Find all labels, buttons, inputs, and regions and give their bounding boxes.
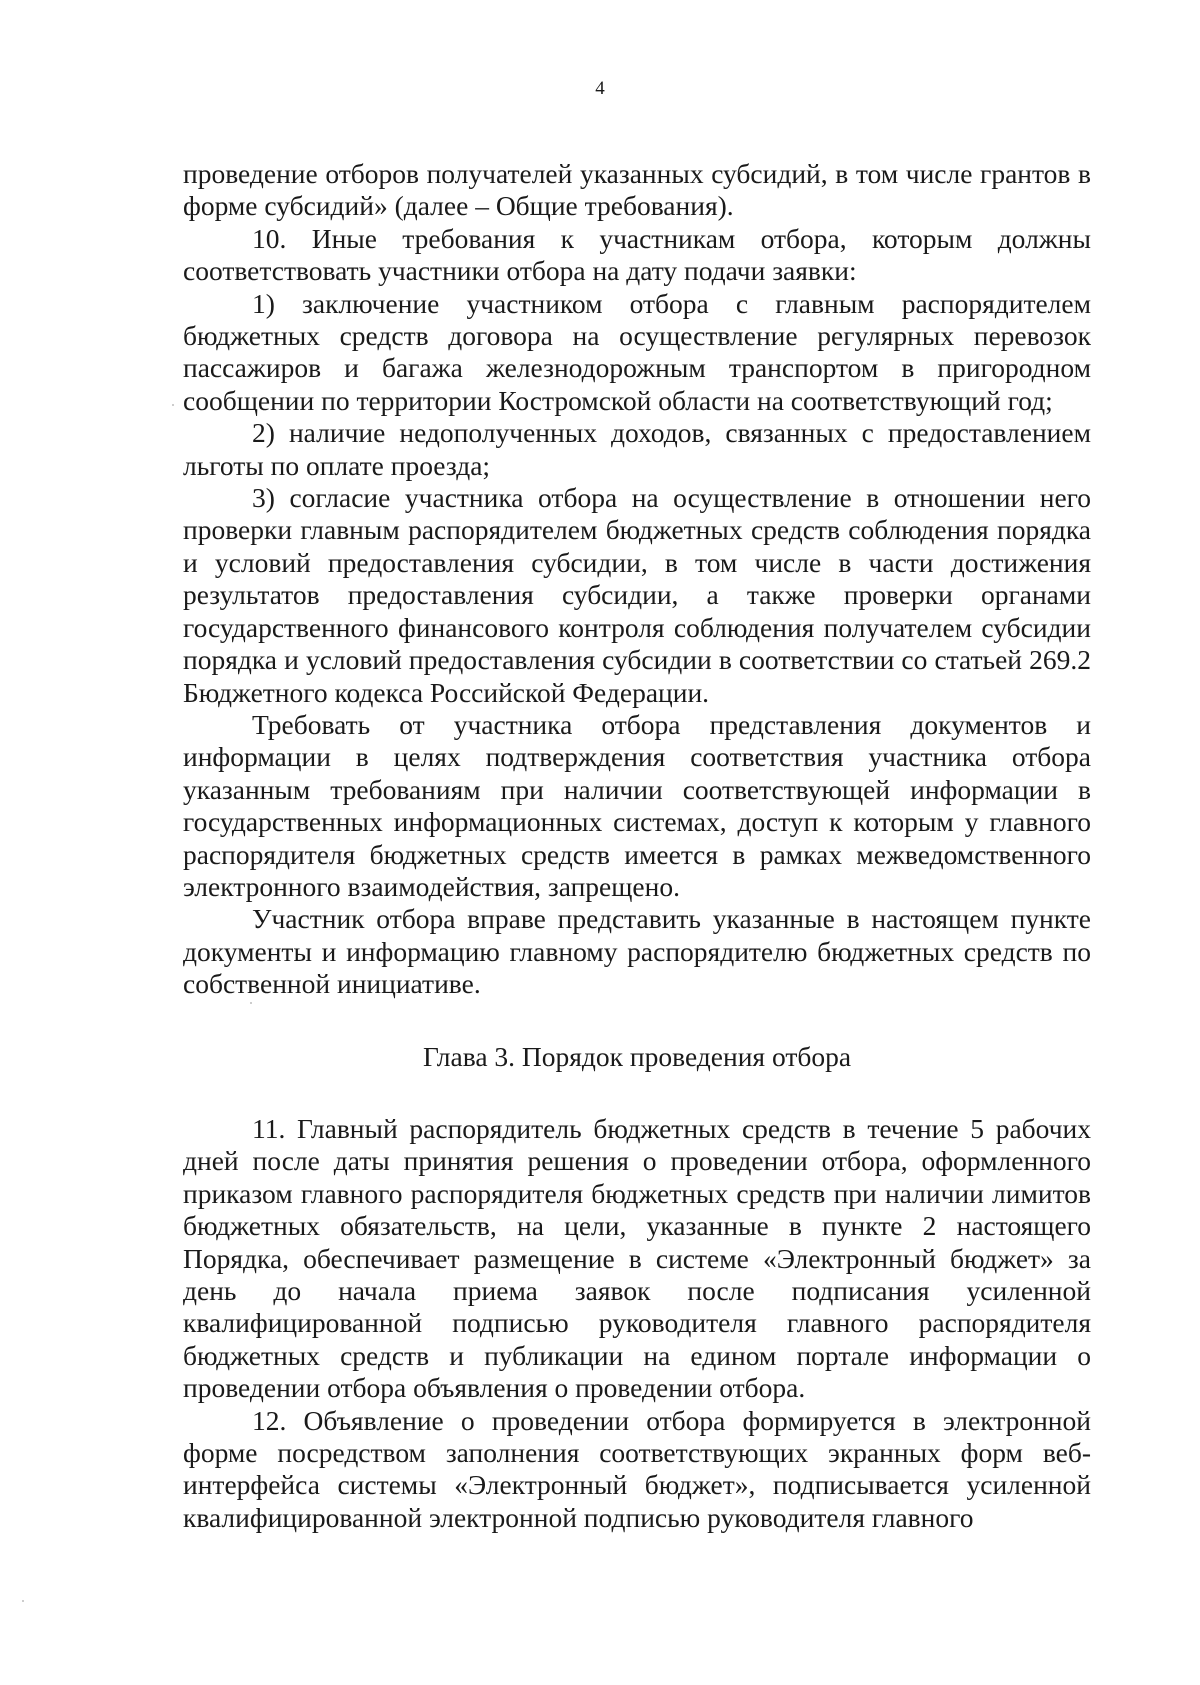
page-number: 4 — [595, 78, 605, 99]
paragraph-item-10: 10. Иные требования к участникам отбора, которым должны соответствовать участники отбора на дату подачи заявки: — [183, 222, 1091, 287]
chapter-heading: Глава 3. Порядок проведения отбора — [422, 1040, 852, 1072]
scan-speck — [250, 1002, 252, 1004]
paragraph-subitem-1: 1) заключение участником отбора с главным распорядителем бюджетных средств договора на осуществление регулярных перевозок пассажиров и багажа железнодорожным транспортом в пригородном сообщении по территории Костромской области на соответствующий год; — [183, 287, 1091, 416]
scan-speck — [172, 404, 174, 406]
paragraph-subitem-2: 2) наличие недополученных доходов, связанных с предоставлением льготы по оплате проезда; — [183, 417, 1091, 481]
scan-speck — [22, 1600, 24, 1602]
paragraph-continuation: проведение отборов получателей указанных субсидий, в том числе грантов в форме субсидий» (далее – Общие требования). — [183, 158, 1091, 222]
paragraph-documents-prohibition: Требовать от участника отбора представления документов и информации в целях подтверждения соответствия участника отбора указанным требованиям при наличии соответствующей информации в государственных информационных системах, доступ к которым у главного распорядителя бюджетных средств имеется в рамках межведомственного электронного взаимодействия, запрещено. — [183, 708, 1091, 902]
paragraph-own-initiative: Участник отбора вправе представить указанные в настоящем пункте документы и информацию главному распорядителю бюджетных средств по собственной инициативе. — [183, 903, 1091, 1000]
paragraph-subitem-3: 3) согласие участника отбора на осуществление в отношении него проверки главным распорядителем бюджетных средств соблюдения порядка и условий предоставления субсидии, в том числе в части достижения результатов предоставления субсидии, а также проверки органами государственного финансового контроля соблюдения получателем субсидии порядка и условий предоставления субсидии в соответствии со статьей 269.2 Бюджетного кодекса Российской Федерации. — [183, 482, 1091, 708]
document-body — [183, 158, 1091, 1534]
paragraph-item-11: 11. Главный распорядитель бюджетных средств в течение 5 рабочих дней после даты принятия решения о проведении отбора, оформленного приказом главного распорядителя бюджетных средств при наличии лимитов бюджетных обязательств, на цели, указанные в пункте 2 настоящего Порядка, обеспечивает размещение в системе «Электронный бюджет» за день до начала приема заявок после подписания усиленной квалифицированной подписью руководителя главного распорядителя бюджетных средств и публикации на едином портале информации о проведении отбора объявления о проведении отбора. — [183, 1112, 1091, 1404]
paragraph-item-12: 12. Объявление о проведении отбора формируется в электронной форме посредством заполнения соответствующих экранных форм веб-интерфейса системы «Электронный бюджет», подписывается усиленной квалифицированной электронной подписью руководителя главного — [183, 1404, 1091, 1533]
